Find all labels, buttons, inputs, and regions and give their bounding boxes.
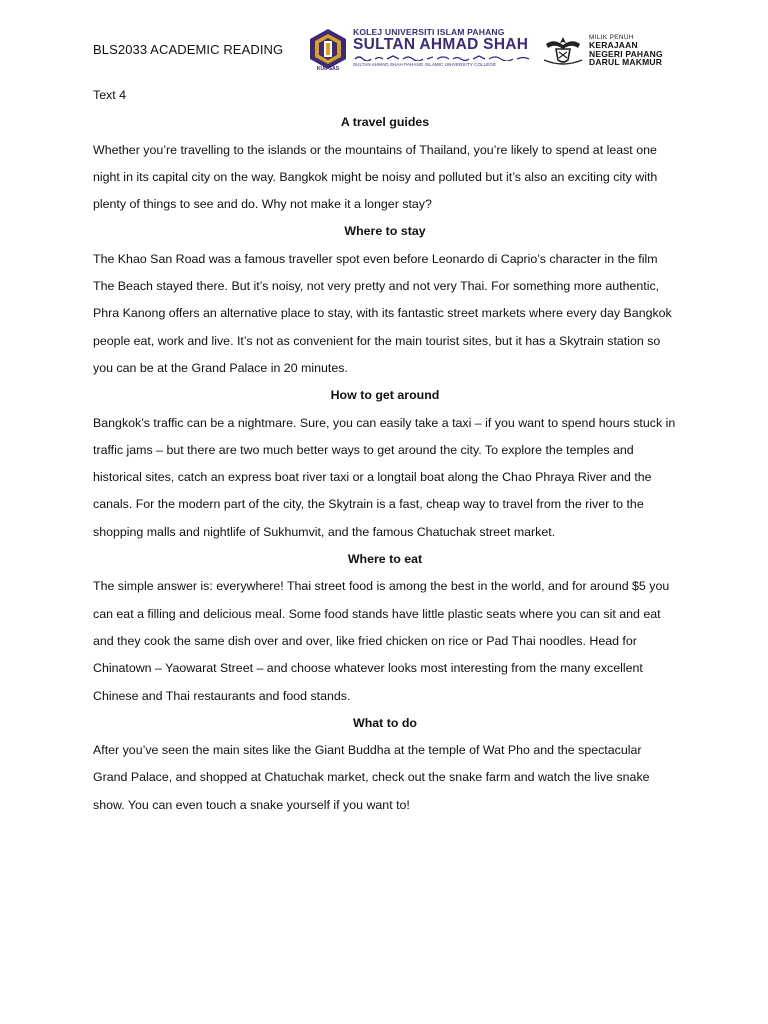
college-arabic-script-bar <box>353 54 534 61</box>
state-name-block <box>589 34 684 68</box>
section-paragraph: The simple answer is: everywhere! Thai street food is among the best in the world, and for around $5 you can eat a filling and delicious meal. Some food stands have little plastic seats where you can sit and eat and they cook the same dish over and over, like fried chicken on rice or Pad Thai noodles. Head for Chinatown – Yaowarat Street – and choose whatever looks most interesting from the many excellent Chinese and Thai restaurants and food stands. <box>93 579 670 703</box>
section-heading: Where to stay <box>344 224 426 239</box>
document-body <box>93 82 677 819</box>
section-heading: What to do <box>353 715 417 730</box>
state-line-kerajaan: KERAJAAN <box>589 40 638 50</box>
section-heading: Where to eat <box>347 552 423 567</box>
state-line-negeri: NEGERI PAHANG <box>589 48 663 59</box>
state-line-darul: DARUL MAKMUR <box>589 57 663 67</box>
state-logo <box>542 34 684 68</box>
college-name-line2: SULTAN AHMAD SHAH <box>353 36 529 53</box>
text-label: Text 4 <box>93 88 127 102</box>
college-name-block <box>353 27 534 71</box>
section-paragraph: Bangkok’s traffic can be a nightmare. Sure, you can easily take a taxi – if you want to spend hours stuck in traffic jams – but there are two much better ways to get around the city. To explore the temples and historical sites, catch an express boat river taxi or a longtail boat along the Chao Phraya River and the canals. For the modern part of the city, the Skytrain is a fast, cheap way to travel from the river to the shopping malls and nightlife of Sukhumvit, and the famous Chatuchak street market. <box>93 415 676 539</box>
page-header <box>0 0 768 80</box>
college-name-line1: KOLEJ UNIVERSITI ISLAM PAHANG <box>353 27 505 37</box>
document-title: A travel guides <box>340 115 430 130</box>
pahang-crest-icon <box>542 34 584 66</box>
section-heading: How to get around <box>330 388 440 403</box>
college-logo <box>306 27 534 71</box>
college-name-english: SULTAN AHMAD SHAH PAHANG ISLAMIC UNIVERSITY COLLEGE <box>353 62 497 67</box>
course-code: BLS2033 ACADEMIC READING <box>93 42 284 57</box>
section-paragraph: After you’ve seen the main sites like the Giant Buddha at the temple of Wat Pho and the spectacular Grand Palace, and shopped at Chatuchak market, check out the snake farm and watch the live snake show. You can even touch a snake yourself if you want to! <box>93 743 650 812</box>
college-emblem-label: KUIPSAS <box>316 66 340 71</box>
state-line-ownership: MILIK PENUH <box>589 34 634 41</box>
intro-paragraph: Whether you’re travelling to the islands or the mountains of Thailand, you’re likely to spend at least one night in its capital city on the way. Bangkok might be noisy and polluted but it’s also an exciting city with plenty of things to see and do. Why not make it a longer stay? <box>93 142 658 212</box>
college-emblem-icon <box>306 27 350 71</box>
section-paragraph: The Khao San Road was a famous traveller spot even before Leonardo di Caprio’s character in the film The Beach stayed there. But it’s noisy, not very pretty and not very Thai. For something more authentic, Phra Kanong offers an alternative place to stay, with its fantastic street markets where every day Bangkok people eat, work and live. It’s not as convenient for the main tourist sites, but it has a Skytrain station so you can be at the Grand Palace in 20 minutes. <box>93 251 672 375</box>
